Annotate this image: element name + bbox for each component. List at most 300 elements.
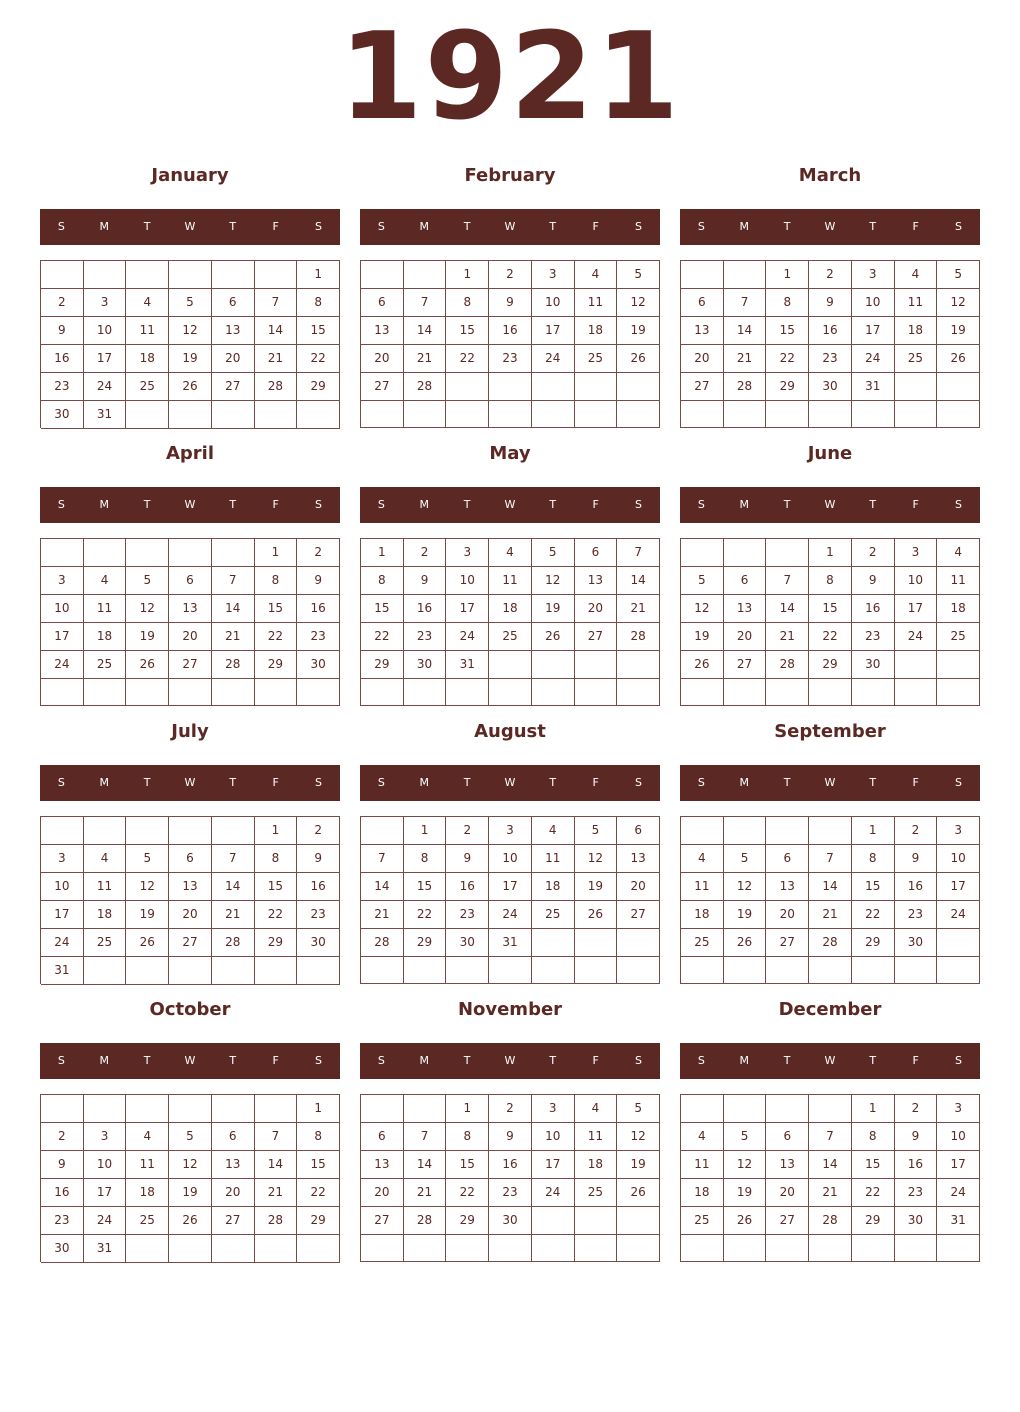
day-cell: 20 (766, 1179, 809, 1207)
weekday-label: T (783, 1054, 791, 1067)
weekday-label: M (739, 498, 750, 511)
empty-cell (255, 1095, 298, 1123)
weekday-label: M (99, 498, 110, 511)
weekday-label: F (272, 498, 279, 511)
weekday-header (680, 209, 980, 245)
weekday-header (360, 209, 660, 245)
empty-cell (84, 539, 127, 567)
day-cell: 7 (617, 539, 660, 567)
day-cell: 21 (212, 623, 255, 651)
weekday-label: T (143, 498, 151, 511)
empty-cell (169, 679, 212, 706)
day-cell: 31 (41, 957, 84, 985)
empty-cell (126, 261, 169, 289)
day-cell: 21 (361, 901, 404, 929)
day-cell: 28 (212, 651, 255, 679)
empty-cell (446, 679, 489, 706)
weekday-label: T (869, 1054, 877, 1067)
day-cell: 17 (852, 317, 895, 345)
empty-cell (489, 957, 532, 984)
day-cell: 14 (404, 317, 447, 345)
empty-cell (446, 1235, 489, 1262)
day-cell: 15 (297, 317, 340, 345)
empty-cell (617, 401, 660, 428)
empty-cell (724, 957, 767, 984)
day-cell: 23 (809, 345, 852, 373)
day-cell: 6 (766, 1123, 809, 1151)
day-cell: 5 (724, 1123, 767, 1151)
empty-cell (724, 679, 767, 706)
weekday-label: F (592, 1054, 599, 1067)
day-cell: 15 (404, 873, 447, 901)
empty-cell (724, 539, 767, 567)
weekday-label: S (314, 220, 322, 233)
day-cell: 28 (724, 373, 767, 401)
day-cell: 30 (446, 929, 489, 957)
day-cell: 6 (212, 1123, 255, 1151)
day-cell: 28 (404, 373, 447, 401)
day-cell: 29 (255, 929, 298, 957)
day-cell: 7 (404, 289, 447, 317)
weekday-label: S (634, 498, 642, 511)
weekday-label: T (783, 220, 791, 233)
day-cell: 23 (41, 373, 84, 401)
day-cell: 2 (297, 539, 340, 567)
empty-cell (724, 817, 767, 845)
weekday-label: S (634, 220, 642, 233)
day-cell: 10 (446, 567, 489, 595)
day-cell: 7 (212, 567, 255, 595)
month-march (680, 164, 980, 434)
empty-cell (446, 957, 489, 984)
day-cell: 17 (446, 595, 489, 623)
month-name: June (807, 443, 853, 464)
weekday-header (680, 1043, 980, 1079)
day-cell: 5 (126, 567, 169, 595)
month-september (680, 720, 980, 990)
empty-cell (84, 957, 127, 985)
day-cell: 1 (297, 1095, 340, 1123)
day-cell: 18 (532, 873, 575, 901)
day-cell: 10 (84, 317, 127, 345)
day-cell: 19 (126, 623, 169, 651)
day-cell: 7 (255, 1123, 298, 1151)
weekday-label: S (697, 1054, 705, 1067)
weekday-label: M (419, 498, 430, 511)
weekday-label: T (463, 220, 471, 233)
day-cell: 17 (895, 595, 938, 623)
empty-cell (575, 957, 618, 984)
day-cell: 22 (852, 901, 895, 929)
day-cell: 13 (766, 1151, 809, 1179)
weekday-label: S (697, 776, 705, 789)
day-cell: 10 (937, 845, 980, 873)
empty-cell (169, 539, 212, 567)
empty-cell (489, 679, 532, 706)
empty-cell (255, 679, 298, 706)
day-cell: 20 (361, 1179, 404, 1207)
day-cell: 11 (489, 567, 532, 595)
day-cell: 23 (297, 901, 340, 929)
weekday-label: S (954, 776, 962, 789)
day-cell: 9 (489, 289, 532, 317)
day-cell: 14 (809, 873, 852, 901)
day-cell: 23 (404, 623, 447, 651)
month-name: November (457, 999, 563, 1020)
empty-cell (766, 679, 809, 706)
empty-cell (937, 401, 980, 428)
weekday-label: M (419, 776, 430, 789)
day-cell: 20 (169, 901, 212, 929)
day-cell: 30 (809, 373, 852, 401)
day-cell: 5 (681, 567, 724, 595)
day-cell: 24 (852, 345, 895, 373)
day-cell: 14 (766, 595, 809, 623)
day-grid (680, 816, 980, 984)
empty-cell (297, 1235, 340, 1263)
day-cell: 25 (575, 1179, 618, 1207)
empty-cell (297, 957, 340, 985)
day-cell: 4 (937, 539, 980, 567)
day-cell: 30 (41, 1235, 84, 1263)
empty-cell (489, 1235, 532, 1262)
day-cell: 22 (766, 345, 809, 373)
weekday-header (360, 1043, 660, 1079)
day-cell: 12 (169, 1151, 212, 1179)
day-cell: 20 (169, 623, 212, 651)
empty-cell (724, 1235, 767, 1262)
day-cell: 26 (169, 1207, 212, 1235)
weekday-label: W (824, 220, 836, 233)
empty-cell (84, 261, 127, 289)
day-cell: 27 (169, 929, 212, 957)
day-cell: 25 (126, 373, 169, 401)
day-cell: 26 (937, 345, 980, 373)
day-cell: 7 (766, 567, 809, 595)
day-cell: 3 (532, 1095, 575, 1123)
day-cell: 17 (937, 1151, 980, 1179)
weekday-label: F (912, 1054, 919, 1067)
day-cell: 1 (852, 817, 895, 845)
day-cell: 26 (617, 345, 660, 373)
day-cell: 13 (361, 1151, 404, 1179)
day-cell: 21 (404, 1179, 447, 1207)
day-grid (360, 260, 660, 428)
day-cell: 28 (212, 929, 255, 957)
weekday-label: T (463, 498, 471, 511)
empty-cell (404, 261, 447, 289)
day-cell: 2 (446, 817, 489, 845)
day-cell: 27 (766, 929, 809, 957)
day-cell: 15 (255, 595, 298, 623)
day-cell: 3 (489, 817, 532, 845)
day-cell: 27 (212, 1207, 255, 1235)
day-cell: 23 (895, 1179, 938, 1207)
day-cell: 24 (532, 345, 575, 373)
empty-cell (681, 1095, 724, 1123)
empty-cell (617, 1207, 660, 1235)
day-cell: 13 (575, 567, 618, 595)
day-cell: 12 (724, 1151, 767, 1179)
empty-cell (532, 373, 575, 401)
empty-cell (766, 957, 809, 984)
day-cell: 20 (361, 345, 404, 373)
empty-cell (532, 679, 575, 706)
empty-cell (766, 1235, 809, 1262)
weekday-label: M (419, 220, 430, 233)
day-cell: 21 (212, 901, 255, 929)
day-cell: 6 (169, 845, 212, 873)
day-cell: 3 (41, 845, 84, 873)
weekday-label: W (184, 1054, 196, 1067)
day-cell: 18 (681, 1179, 724, 1207)
day-cell: 25 (937, 623, 980, 651)
empty-cell (937, 373, 980, 401)
empty-cell (255, 261, 298, 289)
day-grid (360, 816, 660, 984)
day-cell: 31 (84, 1235, 127, 1263)
day-cell: 23 (489, 345, 532, 373)
empty-cell (681, 1235, 724, 1262)
empty-cell (766, 1095, 809, 1123)
day-cell: 5 (169, 289, 212, 317)
day-cell: 8 (852, 845, 895, 873)
day-cell: 16 (404, 595, 447, 623)
month-december (680, 998, 980, 1268)
day-cell: 21 (617, 595, 660, 623)
month-name: July (171, 721, 209, 742)
day-cell: 11 (575, 1123, 618, 1151)
empty-cell (895, 679, 938, 706)
day-cell: 10 (937, 1123, 980, 1151)
day-cell: 22 (255, 901, 298, 929)
day-cell: 26 (724, 929, 767, 957)
day-cell: 9 (404, 567, 447, 595)
day-cell: 25 (84, 651, 127, 679)
weekday-label: M (739, 776, 750, 789)
day-cell: 18 (126, 345, 169, 373)
day-cell: 25 (489, 623, 532, 651)
day-cell: 21 (809, 901, 852, 929)
empty-cell (212, 261, 255, 289)
day-cell: 1 (852, 1095, 895, 1123)
day-cell: 22 (404, 901, 447, 929)
day-cell: 2 (41, 289, 84, 317)
day-cell: 31 (937, 1207, 980, 1235)
month-june (680, 442, 980, 712)
day-cell: 17 (532, 1151, 575, 1179)
day-cell: 22 (809, 623, 852, 651)
empty-cell (297, 401, 340, 429)
day-cell: 5 (169, 1123, 212, 1151)
day-cell: 4 (84, 567, 127, 595)
weekday-label: M (99, 776, 110, 789)
day-cell: 26 (617, 1179, 660, 1207)
day-cell: 23 (895, 901, 938, 929)
day-grid (40, 816, 340, 984)
day-cell: 14 (617, 567, 660, 595)
weekday-label: T (463, 1054, 471, 1067)
weekday-label: S (377, 776, 385, 789)
day-cell: 27 (361, 373, 404, 401)
empty-cell (169, 401, 212, 429)
day-cell: 17 (84, 1179, 127, 1207)
day-cell: 9 (489, 1123, 532, 1151)
day-cell: 18 (489, 595, 532, 623)
day-cell: 7 (361, 845, 404, 873)
day-cell: 10 (489, 845, 532, 873)
day-grid (360, 1094, 660, 1262)
empty-cell (212, 1235, 255, 1263)
empty-cell (895, 651, 938, 679)
day-cell: 8 (446, 1123, 489, 1151)
day-cell: 24 (84, 373, 127, 401)
day-cell: 16 (895, 873, 938, 901)
day-cell: 21 (724, 345, 767, 373)
empty-cell (766, 539, 809, 567)
day-cell: 6 (681, 289, 724, 317)
day-cell: 18 (681, 901, 724, 929)
day-cell: 2 (489, 1095, 532, 1123)
day-cell: 17 (937, 873, 980, 901)
weekday-header (360, 487, 660, 523)
day-cell: 25 (895, 345, 938, 373)
weekday-label: S (954, 1054, 962, 1067)
empty-cell (895, 373, 938, 401)
day-cell: 26 (126, 651, 169, 679)
weekday-header (680, 487, 980, 523)
weekday-label: T (783, 776, 791, 789)
day-cell: 13 (617, 845, 660, 873)
day-cell: 8 (255, 845, 298, 873)
day-cell: 10 (84, 1151, 127, 1179)
weekday-label: S (954, 220, 962, 233)
day-cell: 1 (361, 539, 404, 567)
empty-cell (446, 373, 489, 401)
day-cell: 25 (532, 901, 575, 929)
day-cell: 11 (681, 873, 724, 901)
day-cell: 2 (895, 1095, 938, 1123)
day-cell: 27 (169, 651, 212, 679)
day-cell: 6 (361, 1123, 404, 1151)
day-cell: 18 (575, 1151, 618, 1179)
month-name: December (778, 999, 882, 1020)
empty-cell (766, 401, 809, 428)
weekday-label: M (739, 1054, 750, 1067)
day-cell: 29 (297, 1207, 340, 1235)
empty-cell (532, 957, 575, 984)
empty-cell (255, 401, 298, 429)
day-cell: 27 (681, 373, 724, 401)
day-cell: 29 (766, 373, 809, 401)
day-cell: 7 (404, 1123, 447, 1151)
day-cell: 19 (617, 317, 660, 345)
day-cell: 30 (297, 929, 340, 957)
month-october (40, 998, 340, 1268)
day-grid (40, 1094, 340, 1262)
weekday-label: M (419, 1054, 430, 1067)
day-cell: 23 (489, 1179, 532, 1207)
weekday-label: F (592, 498, 599, 511)
empty-cell (404, 1235, 447, 1262)
empty-cell (575, 929, 618, 957)
day-cell: 4 (84, 845, 127, 873)
day-cell: 13 (724, 595, 767, 623)
empty-cell (404, 679, 447, 706)
day-cell: 6 (212, 289, 255, 317)
day-cell: 26 (169, 373, 212, 401)
day-cell: 3 (895, 539, 938, 567)
day-cell: 12 (126, 873, 169, 901)
day-cell: 15 (255, 873, 298, 901)
day-cell: 30 (297, 651, 340, 679)
empty-cell (937, 957, 980, 984)
day-cell: 9 (852, 567, 895, 595)
day-cell: 21 (255, 1179, 298, 1207)
day-cell: 14 (809, 1151, 852, 1179)
day-cell: 22 (255, 623, 298, 651)
day-cell: 5 (532, 539, 575, 567)
day-cell: 19 (169, 1179, 212, 1207)
month-february (360, 164, 660, 434)
day-cell: 24 (41, 651, 84, 679)
empty-cell (724, 1095, 767, 1123)
day-cell: 19 (575, 873, 618, 901)
weekday-label: S (314, 498, 322, 511)
day-cell: 8 (297, 289, 340, 317)
day-cell: 24 (937, 1179, 980, 1207)
empty-cell (446, 401, 489, 428)
day-cell: 28 (255, 1207, 298, 1235)
day-cell: 2 (809, 261, 852, 289)
day-cell: 30 (895, 1207, 938, 1235)
day-cell: 4 (575, 1095, 618, 1123)
empty-cell (169, 957, 212, 985)
empty-cell (489, 373, 532, 401)
day-cell: 31 (852, 373, 895, 401)
weekday-label: T (229, 220, 237, 233)
weekday-label: F (272, 1054, 279, 1067)
day-cell: 8 (361, 567, 404, 595)
day-cell: 10 (41, 873, 84, 901)
weekday-header (680, 765, 980, 801)
month-july (40, 720, 340, 990)
day-cell: 27 (766, 1207, 809, 1235)
day-cell: 16 (41, 1179, 84, 1207)
month-november (360, 998, 660, 1268)
empty-cell (617, 679, 660, 706)
day-cell: 14 (404, 1151, 447, 1179)
weekday-label: S (634, 1054, 642, 1067)
day-cell: 24 (489, 901, 532, 929)
weekday-label: S (634, 776, 642, 789)
day-cell: 4 (532, 817, 575, 845)
weekday-header (360, 765, 660, 801)
day-cell: 6 (724, 567, 767, 595)
empty-cell (681, 817, 724, 845)
weekday-label: T (549, 498, 557, 511)
day-cell: 23 (41, 1207, 84, 1235)
day-cell: 1 (766, 261, 809, 289)
day-cell: 28 (404, 1207, 447, 1235)
empty-cell (126, 817, 169, 845)
day-cell: 4 (126, 289, 169, 317)
weekday-label: T (549, 220, 557, 233)
day-cell: 13 (212, 1151, 255, 1179)
day-cell: 9 (297, 567, 340, 595)
empty-cell (84, 1095, 127, 1123)
day-cell: 21 (809, 1179, 852, 1207)
